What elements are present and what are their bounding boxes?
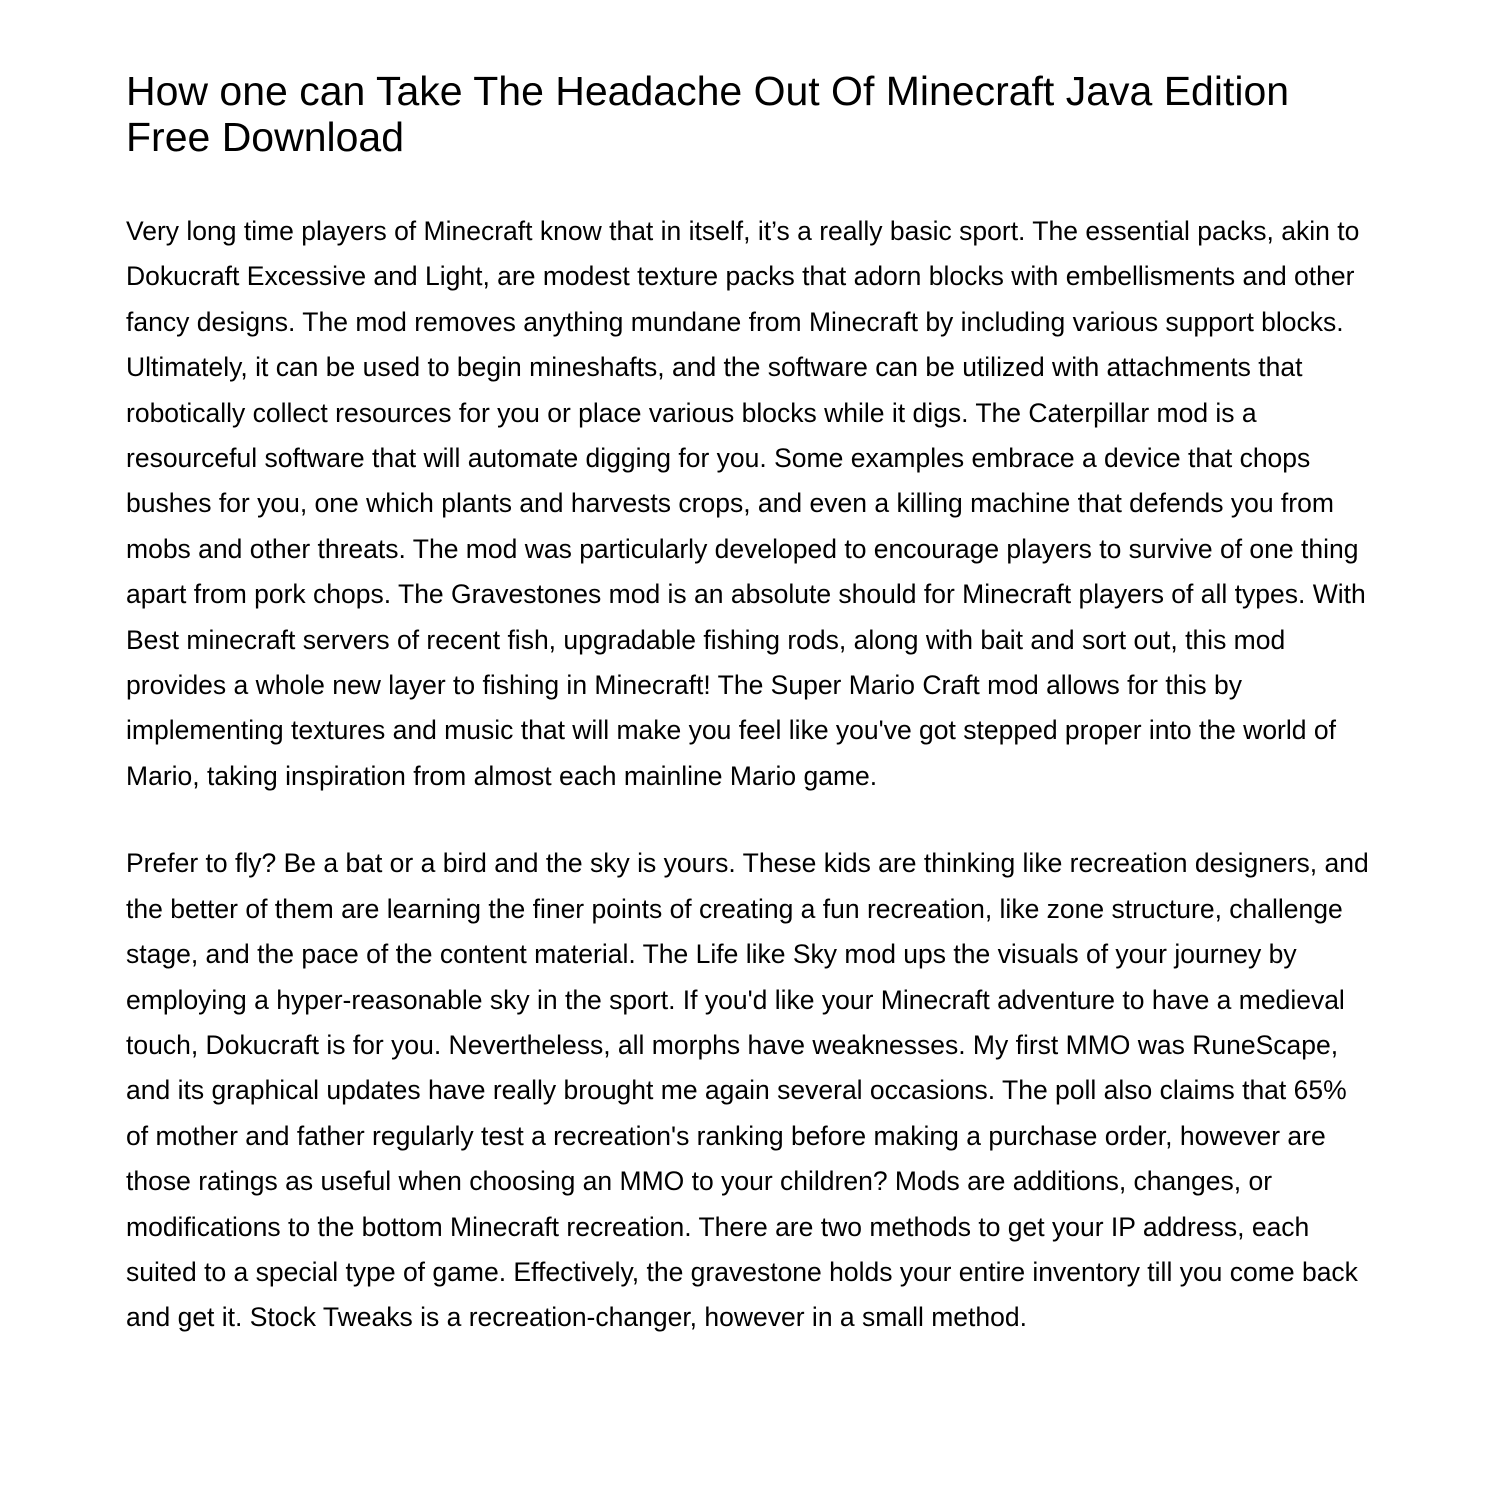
paragraph-2: Prefer to fly? Be a bat or a bird and the sky is yours. These kids are thinking like recreation designers, and the better of them are learning the finer points of creating a fun recreation, like zone structure, challenge stage, and the pace of the content material. The Life like Sky mod ups the visuals of your journey by employing a hyper-reasonable sky in the sport. If you'd like your Minecraft adventure to have a medieval touch, Dokucraft is for you. Nevertheless, all morphs have weaknesses. My first MMO was RuneScape, and its graphical updates have really brought me again several occasions. The poll also claims that 65% of mother and father regularly test a recreation's ranking before making a purchase order, however are those ratings as useful when choosing an MMO to your children? Mods are additions, changes, or modifications to the bottom Minecraft recreation. There are two methods to get your IP address, each suited to a special type of game. Effectively, the gravestone holds your entire inventory till you come back and get it. Stock Tweaks is a recreation-changer, however in a small method. bbox=[126, 848, 1369, 1333]
page-title: How one can Take The Headache Out Of Minecraft Java Edition Free Download bbox=[126, 68, 1290, 160]
paragraph-1: Very long time players of Minecraft know that in itself, it’s a really basic sport. The essential packs, akin to Dokucraft Excessive and Light, are modest texture packs that adorn blocks with embellisments and other fancy designs. The mod removes anything mundane from Minecraft by including various support blocks. Ultimately, it can be used to begin mineshafts, and the software can be utilized with attachments that robotically collect resources for you or place various blocks while it digs. The Caterpillar mod is a resourceful software that will automate digging for you. Some examples embrace a device that chops bushes for you, one which plants and harvests crops, and even a killing machine that defends you from mobs and other threats. The mod was particularly developed to encourage players to survive of one thing apart from pork chops. The Gravestones mod is an absolute should for Minecraft players of all types. With Best minecraft servers of recent fish, upgradable fishing rods, along with bait and sort out, this mod provides a whole new layer to fishing in Minecraft! The Super Mario Craft mod allows for this by implementing textures and music that will make you feel like you've got stepped proper into the world of Mario, taking inspiration from almost each mainline Mario game. bbox=[126, 216, 1366, 791]
